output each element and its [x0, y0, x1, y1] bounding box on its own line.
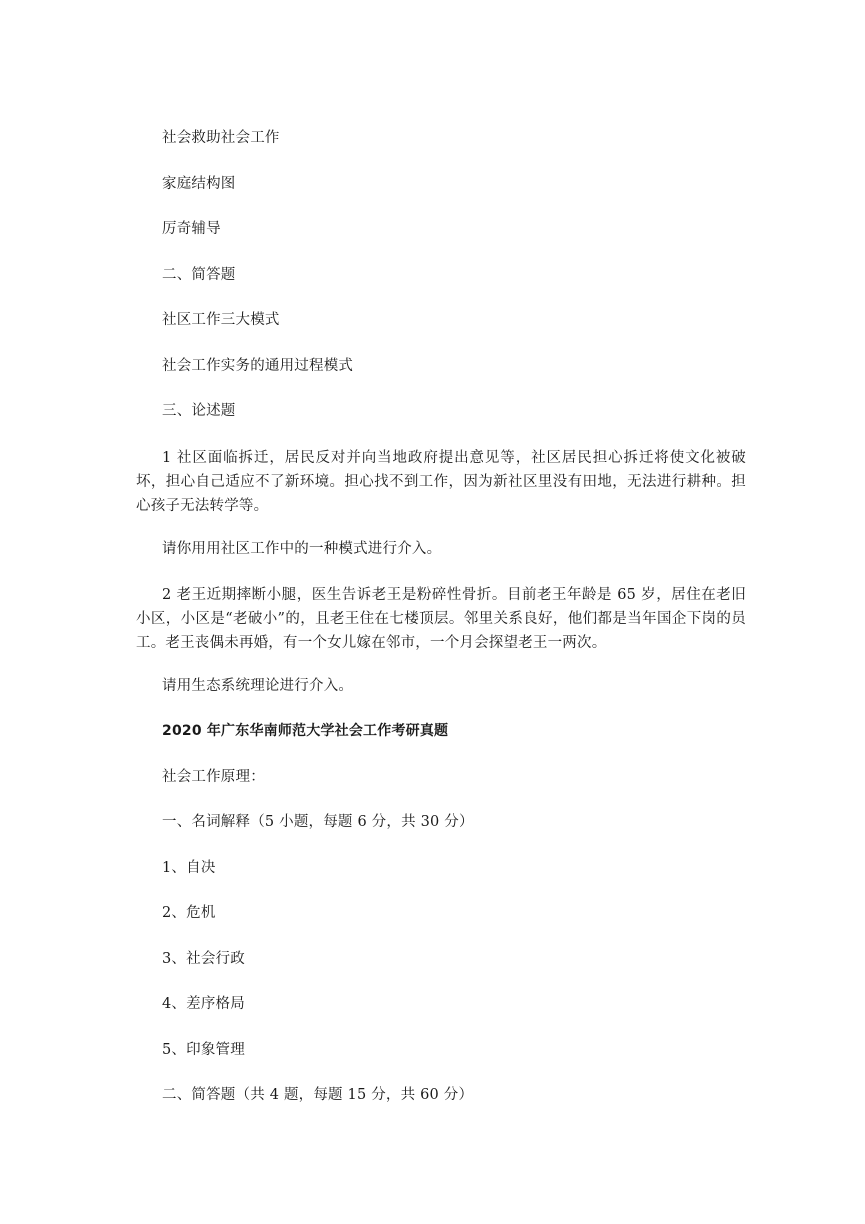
section-heading-short-answer-2: 二、简答题（共 4 题，每题 15 分，共 60 分） — [162, 1087, 474, 1103]
section-heading-terms: 一、名词解释（5 小题，每题 6 分，共 30 分） — [162, 814, 474, 830]
paragraph-subject: 社会工作原理： — [162, 769, 265, 785]
paragraph-essay-instruction-2: 请用生态系统理论进行介入。 — [162, 678, 354, 694]
list-item-term-3: 3、社会行政 — [162, 951, 245, 967]
list-item-term-1: 1、自决 — [162, 860, 216, 876]
list-item-term-2: 2、危机 — [162, 905, 216, 921]
paragraph-family-structure: 家庭结构图 — [162, 176, 236, 192]
paragraph-essay-instruction-1: 请你用用社区工作中的一种模式进行介入。 — [162, 541, 442, 557]
paragraph-social-assistance: 社会救助社会工作 — [162, 130, 280, 146]
section-heading-essay: 三、论述题 — [162, 403, 236, 419]
paragraph-generalist-model: 社会工作实务的通用过程模式 — [162, 358, 354, 374]
paragraph-essay-question-2: 2 老王近期摔断小腿，医生告诉老王是粉碎性骨折。目前老王年龄是 65 岁，居住在老旧小区，小区是“老破小”的，且老王住在七楼顶层。邻里关系良好，他们都是当年国企下岗的员工。老王丧偶未再婚，有一个女儿嫁在邻市，一个月会探望老王一两次。 — [136, 587, 746, 651]
exam-title: 2020 年广东华南师范大学社会工作考研真题 — [162, 723, 449, 739]
list-item-term-5: 5、印象管理 — [162, 1042, 245, 1058]
section-heading-short-answer: 二、简答题 — [162, 267, 236, 283]
paragraph-community-models: 社区工作三大模式 — [162, 312, 280, 328]
paragraph-tutoring: 厉奇辅导 — [162, 221, 221, 237]
list-item-term-4: 4、差序格局 — [162, 996, 245, 1012]
paragraph-essay-question-1: 1 社区面临拆迁，居民反对并向当地政府提出意见等，社区居民担心拆迁将使文化被破坏，担心自己适应不了新环境。担心找不到工作，因为新社区里没有田地，无法进行耕种。担心孩子无法转学等。 — [136, 450, 746, 514]
